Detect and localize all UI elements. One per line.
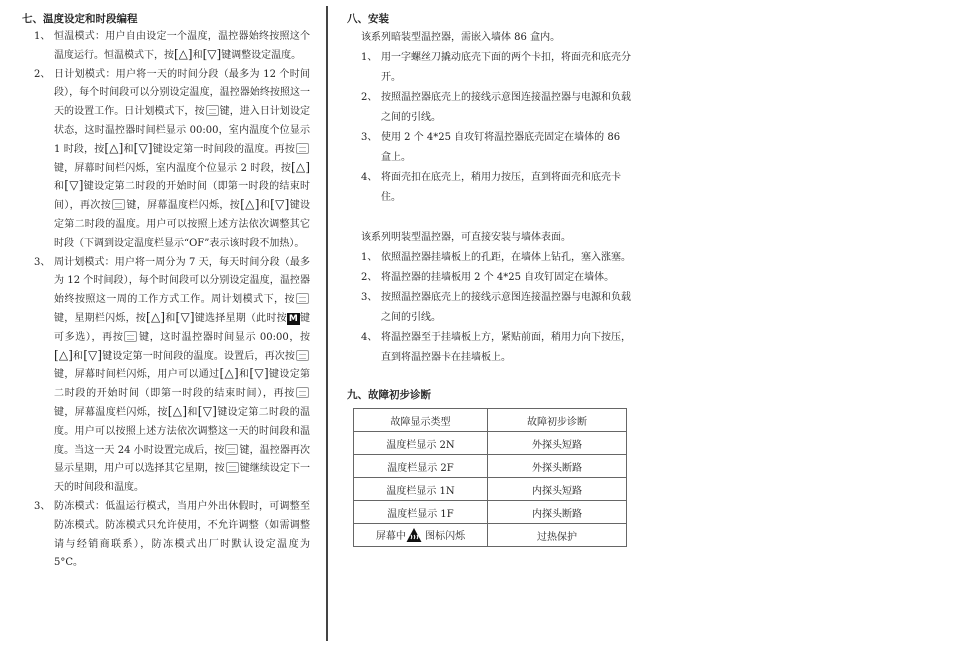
mode-list-item	[22, 66, 310, 254]
concealed-step	[347, 48, 632, 88]
surface-step	[347, 328, 632, 368]
down-arrow-key-icon: [▽]	[197, 403, 217, 418]
menu-key-icon	[225, 444, 238, 455]
menu-key-icon	[296, 350, 309, 361]
up-arrow-key-icon: [△]	[174, 46, 193, 61]
step-number: 3、	[361, 132, 378, 143]
table-cell: 温度栏显示 1F	[354, 501, 488, 524]
concealed-step	[347, 168, 632, 208]
step-text: 按照温控器底壳上的接线示意图连接温控器与电源和负载之间的引线。	[381, 292, 631, 323]
down-arrow-key-icon: [▽]	[249, 366, 269, 381]
table-header: 故障显示类型	[354, 409, 488, 432]
step-number: 4、	[361, 172, 378, 183]
step-text: 将面壳扣在底壳上，稍用力按压，直到将面壳和底壳卡住。	[381, 172, 621, 203]
surface-step	[347, 288, 632, 328]
mode-list-item	[22, 498, 310, 573]
step-text: 依照温控器挂墙板上的孔距，在墙体上钻孔，塞入涨塞。	[381, 252, 631, 263]
down-arrow-key-icon: [▽]	[175, 309, 195, 324]
surface-steps-list	[347, 248, 632, 368]
table-cell: 温度栏显示 1N	[354, 478, 488, 501]
section-heading-installation: 八、安装	[347, 13, 389, 25]
up-arrow-key-icon: [△]	[146, 309, 166, 324]
diagnosis-table	[353, 408, 627, 547]
table-row	[354, 478, 627, 501]
step-number: 2、	[361, 272, 378, 283]
step-number: 1、	[361, 52, 378, 63]
menu-key-icon	[296, 387, 309, 398]
table-row	[354, 501, 627, 524]
list-item-number: 3、	[34, 500, 51, 512]
surface-step	[347, 268, 632, 288]
step-number: 3、	[361, 292, 378, 303]
concealed-steps-list	[347, 48, 632, 208]
section-heading-diagnosis: 九、故障初步诊断	[347, 389, 431, 401]
list-item-text: 恒温模式：用户自由设定一个温度，温控器始终按照这个温度运行。恒温模式下，按[△]和[▽]键调整设定温度。	[54, 31, 310, 61]
mode-list-item	[22, 28, 310, 66]
table-row	[354, 455, 627, 478]
surface-intro: 该系列明装型温控器，可直接安装与墙体表面。	[361, 232, 571, 243]
up-arrow-key-icon: [△]	[54, 347, 73, 362]
right-column	[347, 10, 632, 547]
surface-step	[347, 248, 632, 268]
temperature-mode-list	[22, 28, 310, 573]
table-cell: 内探头短路	[488, 478, 627, 501]
up-arrow-key-icon: [△]	[104, 140, 124, 155]
table-cell: 外探头短路	[488, 432, 627, 455]
table-cell: 屏幕中 图标闪烁	[354, 524, 488, 547]
concealed-step	[347, 128, 632, 168]
down-arrow-key-icon: [▽]	[83, 347, 103, 362]
table-cell: 温度栏显示 2F	[354, 455, 488, 478]
table-cell: 内探头断路	[488, 501, 627, 524]
up-arrow-key-icon: [△]	[291, 159, 310, 174]
step-text: 使用 2 个 4*25 自攻钉将温控器底壳固定在墙体的 86 盒上。	[381, 132, 621, 163]
menu-key-icon	[124, 331, 137, 342]
down-arrow-key-icon: [▽]	[64, 178, 84, 193]
table-row	[354, 524, 627, 547]
concealed-intro: 该系列暗装型温控器，需嵌入墙体 86 盒内。	[361, 32, 561, 43]
down-arrow-key-icon: [▽]	[133, 140, 153, 155]
table-header: 故障初步诊断	[488, 409, 627, 432]
column-divider	[326, 6, 328, 641]
menu-key-icon	[296, 143, 309, 154]
down-arrow-key-icon: [▽]	[270, 197, 290, 212]
step-number: 1、	[361, 252, 378, 263]
menu-key-icon	[226, 462, 239, 473]
up-arrow-key-icon: [△]	[219, 366, 239, 381]
up-arrow-key-icon: [△]	[167, 403, 188, 418]
table-cell: 温度栏显示 2N	[354, 432, 488, 455]
down-arrow-key-icon: [▽]	[202, 46, 222, 61]
list-item-number: 1、	[34, 31, 51, 42]
table-cell: 外探头断路	[488, 455, 627, 478]
warning-heat-icon	[406, 527, 422, 543]
menu-key-icon	[112, 199, 125, 210]
list-item-text: 周计划模式：用户将一周分为 7 天，每天时间分段（最多为 12 个时间段），每个时间段可以分别设定温度，温控器始终按照这一周的工作方式工作。周计划模式下，按键，星期栏闪烁，按[△]和[▽]键选择星期（此时按 M 键可多选），再按 键，这时温控器时间显示 00:00，按[△]和[▽]键设定第一时间段的温度。设置后，再次按键，屏幕时间栏闪烁，用户可以通过[△]和[▽]键设定第二时段的开始时间（即第一时段的结束时间），再按键，屏幕温度栏闪烁，按[△]和[▽]键设定第二时段的温度。用户可以按照上述方法依次调整这一天的时间段和温度。当这一天 24 小时设置完成后，按 键，温控器再次显示星期，用户可以选择其它星期，按 键继续设定下一天的时间段和温度。	[54, 256, 311, 494]
step-number: 4、	[361, 332, 378, 343]
menu-key-icon	[206, 105, 219, 116]
left-column	[22, 10, 310, 573]
step-text: 按照温控器底壳上的接线示意图连接温控器与电源和负载之间的引线。	[381, 92, 631, 123]
list-item-text: 日计划模式：用户将一天的时间分段（最多为 12 个时间段），每个时间段可以分别设定温度，温控器始终按照这一天的设置工作。日计划模式下，按 键，进入日计划设定状态，这时温控器时间栏显示 00:00，室内温度个位显示 1 时段，按[△]和[▽]键设定第一时间段的温度。再按键，屏幕时间栏闪烁，室内温度个位显示 2 时段，按[△]和[▽]键设定第二时段的开始时间（即第一时段的结束时间），再次按 键，屏幕温度栏闪烁，按[△]和[▽]键设定第二时段的温度。用户可以按照上述方法依次调整其它时段（下调到设定温度栏显示“OF”表示该时段不加热）。	[54, 68, 311, 249]
concealed-step	[347, 88, 632, 128]
table-row	[354, 432, 627, 455]
list-item-text: 防冻模式：低温运行模式，当用户外出休假时，可调整至防冻模式。防冻模式只允许使用，不允许调整（如需调整请与经销商联系），防冻模式出厂时默认设定温度为 5°C。	[54, 500, 310, 569]
section-heading-temperature: 七、温度设定和时段编程	[22, 13, 138, 25]
table-cell: 过热保护	[488, 524, 627, 547]
table-header-row	[354, 409, 627, 432]
step-text: 用一字螺丝刀撬动底壳下面的两个卡扣，将面壳和底壳分开。	[381, 52, 631, 83]
list-item-number: 3、	[34, 256, 51, 268]
menu-key-icon	[296, 293, 309, 304]
list-item-number: 2、	[34, 68, 51, 80]
step-number: 2、	[361, 92, 378, 103]
up-arrow-key-icon: [△]	[240, 197, 260, 212]
m-key-icon: M	[288, 313, 298, 324]
step-text: 将温控器的挂墙板用 2 个 4*25 自攻钉固定在墙体。	[381, 272, 615, 283]
mode-list-item	[22, 254, 310, 498]
step-text: 将温控器至于挂墙板上方，紧贴前面，稍用力向下按压，直到将温控器卡在挂墙板上。	[381, 332, 631, 363]
